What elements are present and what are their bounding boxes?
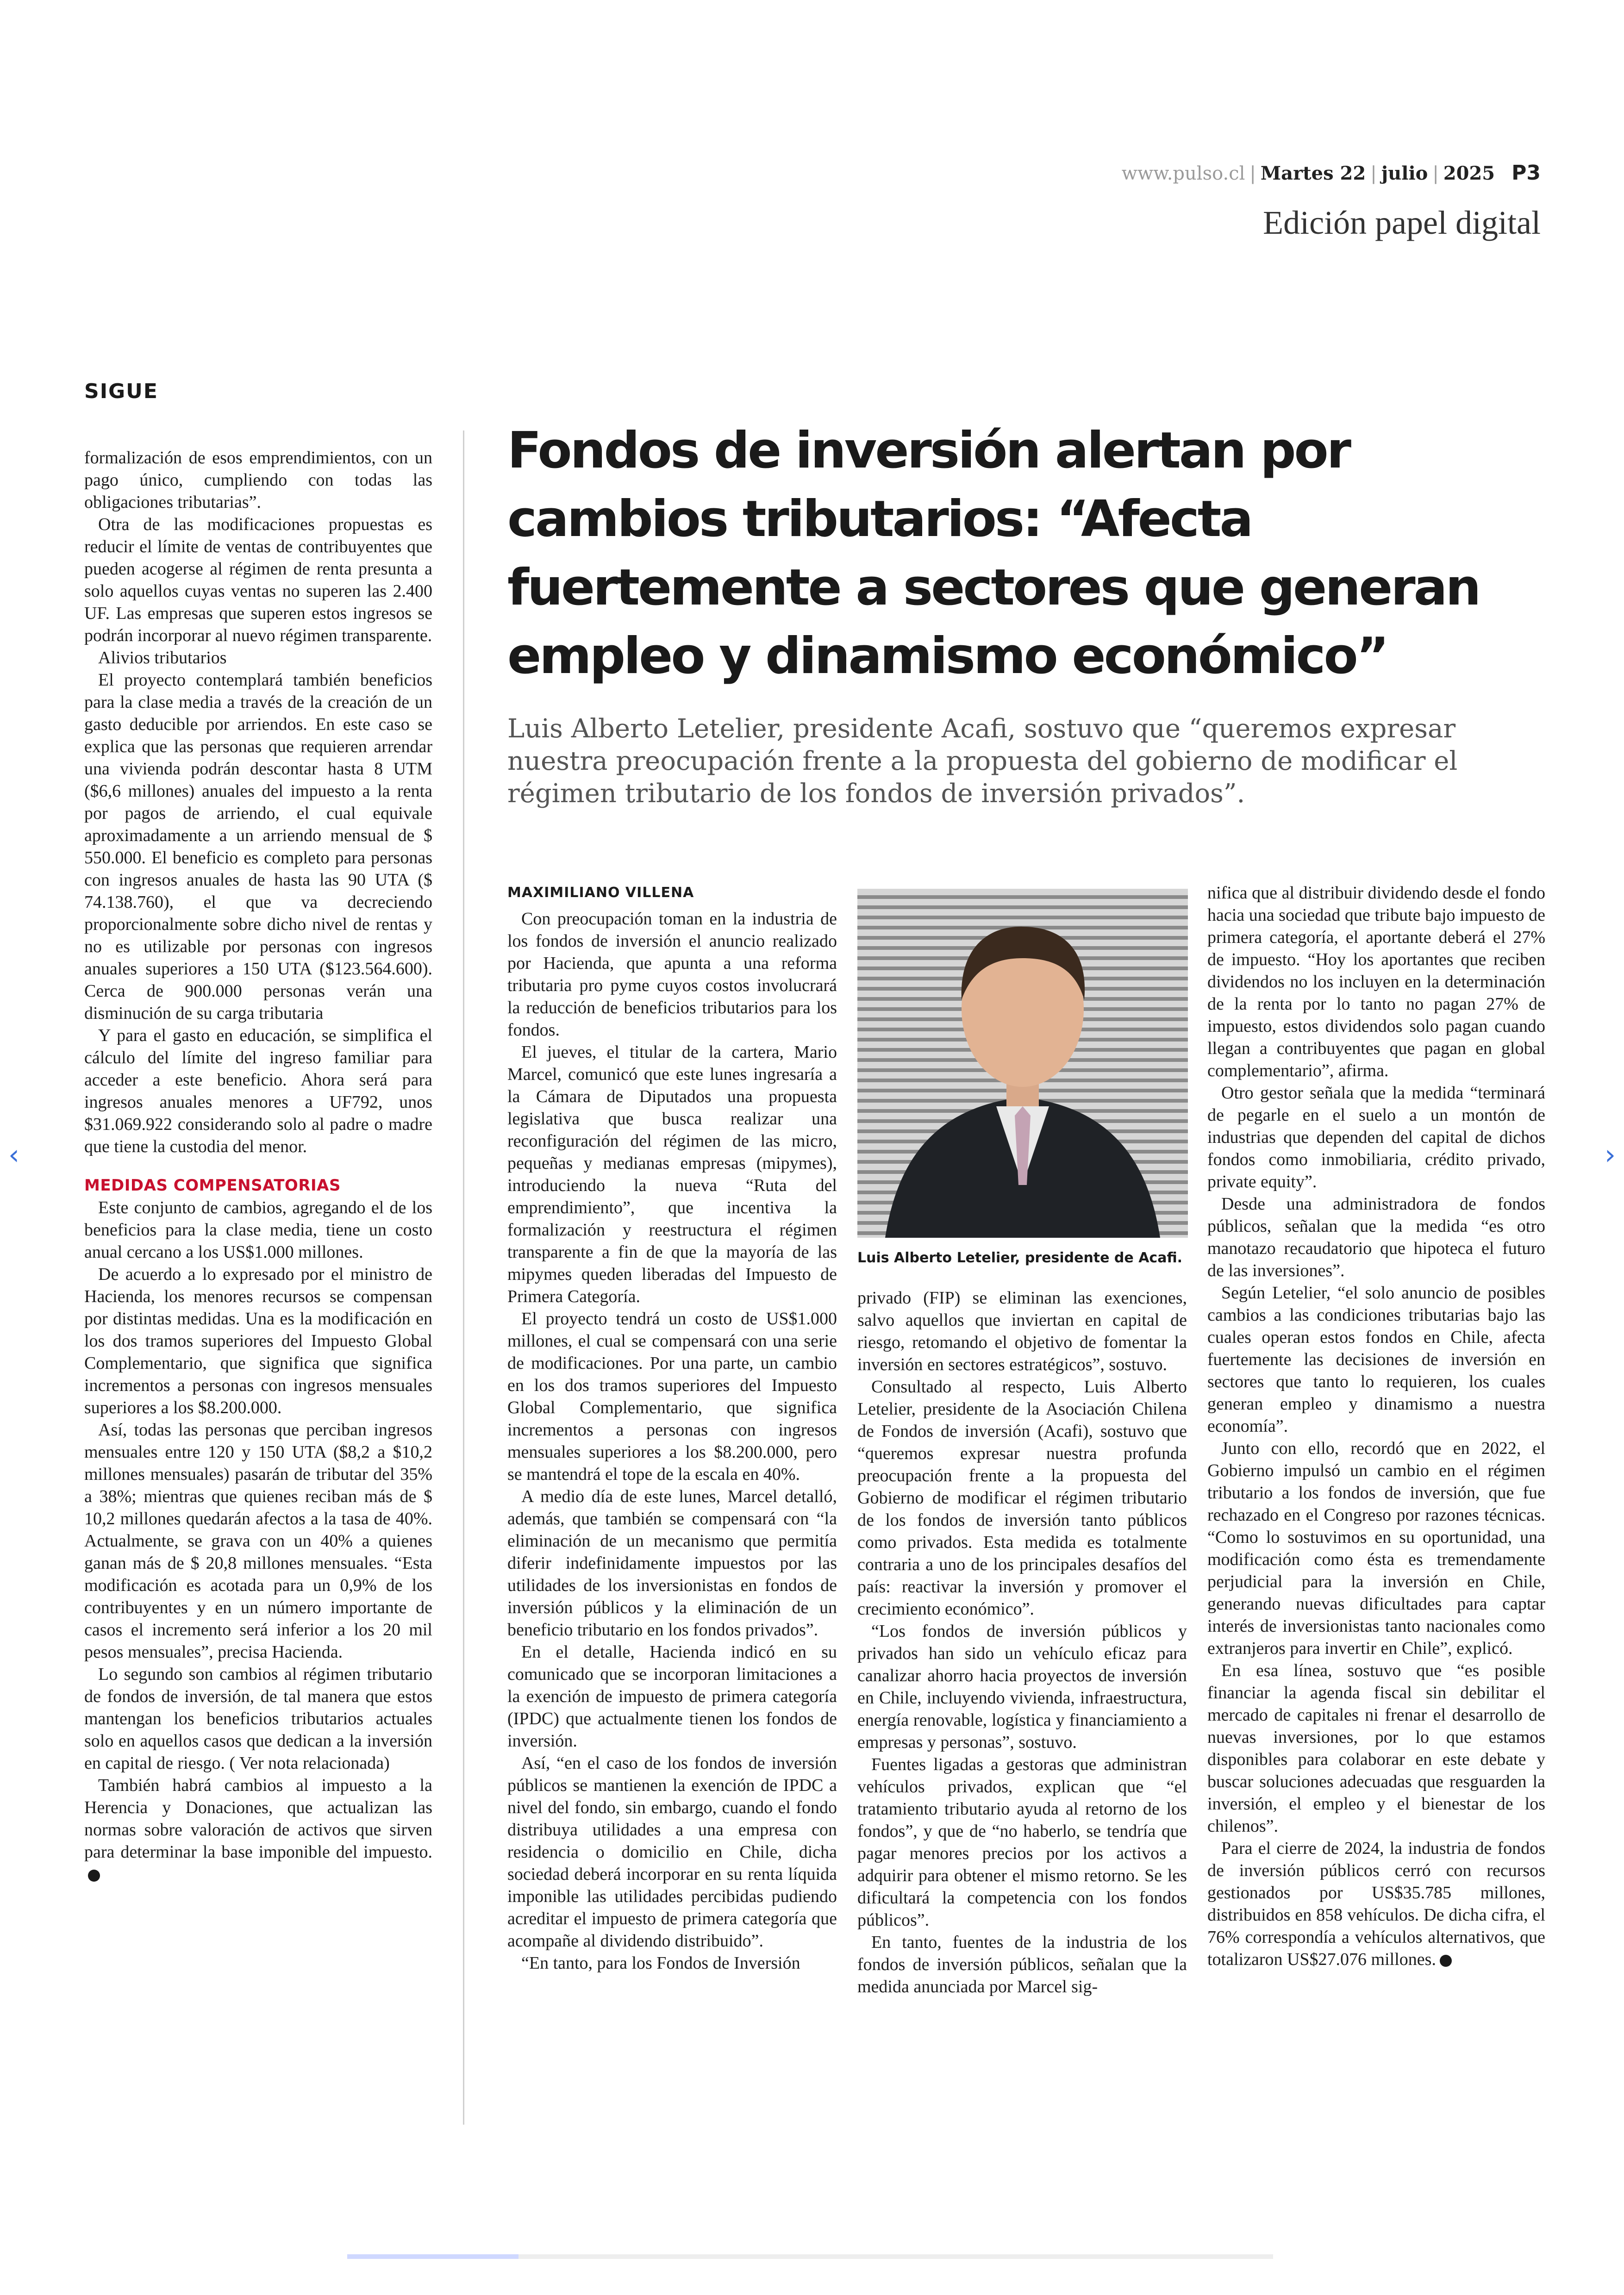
paragraph: “Los fondos de inversión públicos y privados han sido un vehículo eficaz para canalizar ahorro hacia proyectos de inversión en Chile, incluyendo vivienda, infraestructura, energía renovable, logística y financiamiento a empresas y personas”, sostuvo.	[857, 1621, 1187, 1752]
paragraph: Otro gestor señala que la medida “terminará de pegarle en el suelo a un montón de industrias que dependen del capital de dichos fondos como inmobiliaria, crédito privado, private equity”.	[1207, 1083, 1545, 1191]
paragraph: privado (FIP) se eliminan las exenciones, salvo aquellos que inviertan en capital de riesgo, retomando el objetivo de fomentar la inversión en sectores estratégicos”, sostuvo.	[857, 1288, 1187, 1374]
paragraph: En el detalle, Hacienda indicó en su comunicado que se incorporan limitaciones a la exención de impuesto de primera categoría (IPDC) que actualmente tienen los fondos de inversión.	[507, 1642, 837, 1751]
paragraph	[1207, 1837, 1545, 1971]
paragraph: El proyecto contemplará también beneficios para la clase media a través de la creación de un gasto deducible por arriendos. En este caso se explica que las personas que requieren arrendar una vivienda podrán descontar hasta 8 UTM ($6,6 millones) anuales del impuesto a la renta por pagos de arriendo, el cual equivale aproximadamente a un arriendo mensual de $ 550.000. El beneficio es completo para personas con ingresos anuales de hasta las 90 UTA ($ 74.138.760), el que va decreciendo proporcionalmente sobre dicho nivel de rentas y no es utilizable por personas con ingresos anuales superiores a 150 UTA ($123.564.600). Cerca de 900.000 personas verán una disminución de su carga tributaria	[84, 670, 432, 1023]
left-column	[84, 447, 432, 1885]
paragraph: Este conjunto de cambios, agregando el de los beneficios para la clase media, tiene un costo anual cercano a los US$1.000 millones.	[84, 1198, 432, 1262]
paragraph: Así, “en el caso de los fondos de inversión públicos se mantienen la exención de IPDC a nivel del fondo, sin embargo, cuando el fondo distribuya utilidades a una empresa con residencia o domicilio en Chile, dicha sociedad deberá incorporar en su renta líquida imponible las utilidades percibidas pudiendo acreditar el impuesto de primera categoría que acompañe al dividendo distribuido”.	[507, 1753, 837, 1951]
paragraph: A medio día de este lunes, Marcel detalló, además, que también se compensará con “la eliminación de un mecanismo que permitía diferir indefinidamente impuestos por las utilidades de los inversionistas en fondos de inversión públicos y la eliminación de un beneficio tributario en los fondos privados”.	[507, 1487, 837, 1640]
subhead: MEDIDAS COMPENSATORIAS	[84, 1176, 341, 1195]
portrait-photo	[857, 889, 1188, 1238]
end-mark-icon	[1440, 1955, 1452, 1967]
paragraph: “En tanto, para los Fondos de Inversión	[521, 1953, 800, 1973]
paragraph: El jueves, el titular de la cartera, Mario Marcel, comunicó que este lunes ingresaría a la Cámara de Diputados una propuesta legislativa que busca realizar una reconfiguración del régimen de las micro, pequeñas y medianas empresas (mipymes), introduciendo la nueva “Ruta del emprendimiento”, que incentiva la formalización y reestructura el régimen transparente a fin de que la mayoría de las mipymes queden liberadas del Impuesto de Primera Categoría.	[507, 1042, 837, 1306]
edition-label: Edición papel digital	[1263, 204, 1541, 241]
page-number: P3	[1512, 161, 1541, 185]
paragraph: De acuerdo a lo expresado por el ministro de Hacienda, los menores recursos se compensan por distintas medidas. Una es la modificación en los dos tramos superiores del Impuesto Global Complementario, que significa que significa incrementos a personas con ingresos mensuales superiores a los $8.200.000.	[84, 1265, 432, 1417]
paragraph: Con preocupación toman en la industria de los fondos de inversión el anuncio realizado por Hacienda, que apunta a una reforma tributaria pro pyme cuyos costos involucrará la reducción de beneficios tributarios para los fondos.	[507, 909, 837, 1040]
paragraph: Desde una administradora de fondos públicos, señalan que la medida “es otro manotazo recaudatorio que hipoteca el futuro de las inversiones”.	[1207, 1194, 1545, 1280]
paragraph-text: También habrá cambios al impuesto a la Herencia y Donaciones, que actualizan las normas sobre valoración de activos que sirven para determinar la base imponible del impuesto.	[84, 1776, 432, 1862]
byline: MAXIMILIANO VILLENA	[507, 885, 694, 901]
masthead-day: Martes 22	[1260, 162, 1366, 184]
paragraph	[84, 1774, 432, 1885]
chevron-left-icon[interactable]: ‹	[8, 1139, 19, 1171]
paragraph: formalización de esos emprendimientos, con un pago único, cumpliendo con todas las obligaciones tributarias”.	[84, 448, 432, 512]
article-column-1	[507, 882, 837, 1974]
scrollbar-thumb[interactable]	[347, 2254, 518, 2259]
masthead-year: 2025	[1443, 162, 1495, 184]
paragraph: Junto con ello, recordó que en 2022, el Gobierno impulsó un cambio en el régimen tributario a los fondos de inversión, que fue rechazado en el Congreso por razones técnicas. “Como lo sostuvimos en su oportunidad, una modificación como ésta es tremendamente perjudicial para la inversión en Chile, generando nuevas dificultades para captar interés de inversionistas tanto nacionales como extranjeros para invertir en Chile”, explicó.	[1207, 1439, 1545, 1658]
page-scrollbar[interactable]	[347, 2254, 1273, 2259]
paragraph: Según Letelier, “el solo anuncio de posibles cambios a las condiciones tributarias bajo las cuales operan estos fondos en Chile, afecta fuertemente las decisiones de inversión en sectores que tanto lo requieren, los cuales generan empleo y dinamismo a nuestra economía”.	[1207, 1283, 1545, 1436]
paragraph: Fuentes ligadas a gestoras que administran vehículos privados, explican que “el tratamiento tributario ayuda al retorno de los fondos”, y que de “no haberlo, se tendría que pagar menores precios por los activos a adquirir para obtener el mismo retorno. Se les dificultará la competencia con los fondos públicos”.	[857, 1755, 1187, 1930]
masthead-month: julio	[1381, 162, 1428, 184]
paragraph: En tanto, fuentes de la industria de los fondos de inversión públicos, señalan que la medida anunciada por Marcel sig-	[857, 1933, 1187, 1996]
column-rule	[463, 430, 464, 2125]
paragraph: El proyecto tendrá un costo de US$1.000 millones, el cual se compensará con una serie de modificaciones. Por una parte, un cambio en los dos tramos superiores del Impuesto Global Complementario, que significa incrementos a personas con ingresos mensuales superiores a los $8.200.000, pero se mantendrá el tope de la escala en 40%.	[507, 1309, 837, 1484]
paragraph: Alivios tributarios	[98, 648, 227, 667]
photo-caption: Luis Alberto Letelier, presidente de Acafi.	[857, 1250, 1183, 1266]
chevron-right-icon[interactable]: ›	[1605, 1139, 1616, 1171]
paragraph: Lo segundo son cambios al régimen tributario de fondos de inversión, de tal manera que estos mantengan los beneficios tributarios actuales solo en aquellos casos que dedican a la inversión en capital de riesgo. ( Ver nota relacionada)	[84, 1665, 432, 1773]
portrait-illustration	[857, 889, 1188, 1238]
paragraph: Consultado al respecto, Luis Alberto Letelier, presidente de la Asociación Chilena de Fondos de inversión (Acafi), sostuvo que “queremos expresar nuestra profunda preocupación frente a la propuesta del Gobierno de modificar el régimen tributario de los fondos de inversión tanto públicos como privados. Esta medida es totalmente contraria a uno de los principales desafíos del país: reactivar la inversión y promover el crecimiento económico”.	[857, 1377, 1187, 1619]
paragraph: En esa línea, sostuvo que “es posible financiar la agenda fiscal sin debilitar el mercado de capitales ni frenar el desarrollo de nuevas inversiones, por lo que estamos disponibles para colaborar en este debate y buscar soluciones adecuadas que resguarden la inversión, el empleo y el bienestar de los chilenos”.	[1207, 1661, 1545, 1836]
headline: Fondos de inversión alertan por cambios tributarios: “Afecta fuertemente a sectores que generan empleo y dinamismo económico”	[507, 422, 1480, 685]
masthead: www.pulso.cl | Martes 22 | julio | 2025 P3	[1121, 161, 1541, 185]
end-mark-icon	[88, 1870, 100, 1882]
sigue-label: SIGUE	[84, 380, 158, 403]
paragraph: Y para el gasto en educación, se simplifica el cálculo del límite del ingreso familiar para acceder a este beneficio. Ahora será para ingresos anuales menores a UF792, unos $31.069.922 considerando solo al padre o madre que tiene la custodia del menor.	[84, 1026, 432, 1156]
article-column-3	[1207, 882, 1545, 1971]
paragraph: Otra de las modificaciones propuestas es reducir el límite de ventas de contribuyentes que pueden acogerse al régimen de renta presunta a solo aquellos cuyas ventas no superen las 2.400 UF. Las empresas que superen estos ingresos se podrán incorporar al nuevo régimen transparente.	[84, 515, 432, 645]
paragraph: Así, todas las personas que perciban ingresos mensuales entre 120 y 150 UTA ($8,2 a $10,2 millones mensuales) pasarán de tributar del 35% a 38%; mientras que quienes reciban más de $ 10,2 millones quedarán afectos a la tasa de 40%. Actualmente, se grava con un 40% a quienes ganan más de $ 20,8 millones mensuales. “Esta modificación es acotada para un 0,9% de los contribuyentes y en un número importante de casos el incremento será inferior a los 20 mil pesos mensuales”, precisa Hacienda.	[84, 1420, 432, 1662]
paragraph: nifica que al distribuir dividendo desde el fondo hacia una sociedad que tribute bajo impuesto de primera categoría, el aportante deberá el 27% de impuesto. “Hoy los aportantes que reciben dividendos no los incluyen en la determinación de la renta por lo tanto no pagan 27% de impuesto, estos dividendos solo pagan cuando llegan a contribuyentes que pagan en global complementario”, afirma.	[1207, 883, 1545, 1080]
deck: Luis Alberto Letelier, presidente Acafi, sostuvo que “queremos expresar nuestra preocupación frente a la propuesta del gobierno de modificar el régimen tributario de los fondos de inversión privados”.	[507, 714, 1458, 809]
article-column-2	[857, 1287, 1187, 1998]
site-url[interactable]: www.pulso.cl	[1121, 163, 1245, 184]
paragraph-text: Para el cierre de 2024, la industria de fondos de inversión públicos cerró con recursos gestionados por US$35.785 millones, distribuidos en 858 vehículos. De dicha cifra, el 76% correspondía a vehículos alternativos, que totalizaron US$27.076 millones.	[1207, 1839, 1545, 1969]
